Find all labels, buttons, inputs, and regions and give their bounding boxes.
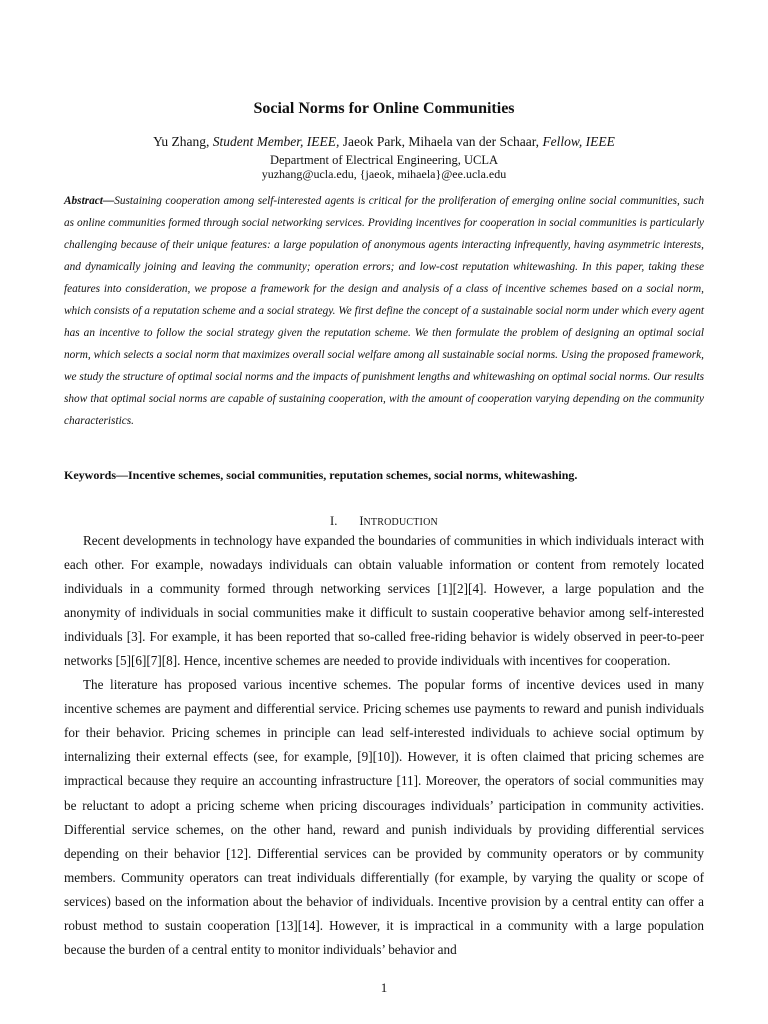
abstract-text: Sustaining cooperation among self-interested agents is critical for the proliferation of emerging online social communities, such as online communities formed through social networking services. Providing incentives for cooperation in social communities is particularly challenging because of their unique features: a large population of anonymous agents interacting infrequently, having asymmetric interests, and dynamically joining and leaving the community; operation errors; and low-cost reputation whitewashing. In this paper, taking these features into consideration, we propose a framework for the design and analysis of a class of incentive schemes based on a social norm, which consists of a reputation scheme and a social strategy. We first define the concept of a sustainable social norm under which every agent has an incentive to follow the social strategy given the reputation scheme. We then formulate the problem of designing an optimal social norm, which selects a social norm that maximizes overall social welfare among all sustainable social norms. Using the proposed framework, we study the structure of optimal social norms and the impacts of punishment lengths and whitewashing on optimal social norms. Our results show that optimal social norms are capable of sustaining cooperation, with the amount of cooperation varying depending on the community characteristics. bbox=[64, 195, 704, 427]
author-name: Jaeok Park, bbox=[342, 134, 406, 149]
section-number: I. bbox=[330, 514, 338, 528]
author-name: Yu Zhang, bbox=[153, 134, 210, 149]
abstract bbox=[64, 191, 704, 432]
section-title-rest: NTRODUCTION bbox=[363, 517, 438, 528]
body-paragraph: The literature has proposed various incentive schemes. The popular forms of incentive devices used in many incentive schemes are payment and differential service. Pricing schemes use payments to reward and punish individuals for their behavior. Pricing schemes in principle can lead self-interested individuals to achieve social optimum by internalizing their external effects (see, for example, [9][10]). However, it is often claimed that pricing schemes are impractical because they require an accounting infrastructure [11]. Moreover, the operators of social communities may be reluctant to adopt a pricing scheme when pricing discourages individuals’ participation in community activities. Differential service schemes, on the other hand, reward and punish individuals by providing differential services depending on their behavior [12]. Differential services can be provided by community operators or by community members. Community operators can treat individuals differentially (for example, by varying the quality or scope of services) based on the information about the behavior of individuals. Incentive provision by a central entity can offer a robust method to sustain cooperation [13][14]. However, it is impractical in a community with a large population because the burden of a central entity to monitor individuals’ behavior and bbox=[64, 677, 704, 957]
author-line bbox=[0, 133, 768, 151]
author-affiliation: Fellow, IEEE bbox=[542, 134, 615, 149]
section-title-initial: I bbox=[359, 514, 364, 528]
author-name: Mihaela van der Schaar, bbox=[408, 134, 540, 149]
paper-title: Social Norms for Online Communities bbox=[253, 100, 515, 117]
body-paragraph: Recent developments in technology have expanded the boundaries of communities in which individuals interact with each other. For example, nowadays individuals can obtain valuable information or content from remotely located individuals in a community formed through networking services [1][2][4]. However, a large population and the anonymity of individuals in social communities make it difficult to sustain cooperative behavior among self-interested individuals [3]. For example, it has been reported that so-called free-riding behavior is widely observed in peer-to-peer networks [5][6][7][8]. Hence, incentive schemes are needed to provide individuals with incentives for cooperation. bbox=[64, 533, 704, 669]
keywords: Keywords—Incentive schemes, social communities, reputation schemes, social norms, whitewashing. bbox=[64, 468, 578, 482]
author-emails: yuzhang@ucla.edu, {jaeok, mihaela}@ee.ucla.edu bbox=[261, 167, 507, 181]
department: Department of Electrical Engineering, UCLA bbox=[269, 153, 499, 167]
abstract-label: Abstract— bbox=[64, 195, 115, 207]
author-affiliation: Student Member, IEEE, bbox=[212, 134, 340, 149]
page-number: 1 bbox=[380, 980, 388, 995]
body-text bbox=[64, 529, 704, 962]
